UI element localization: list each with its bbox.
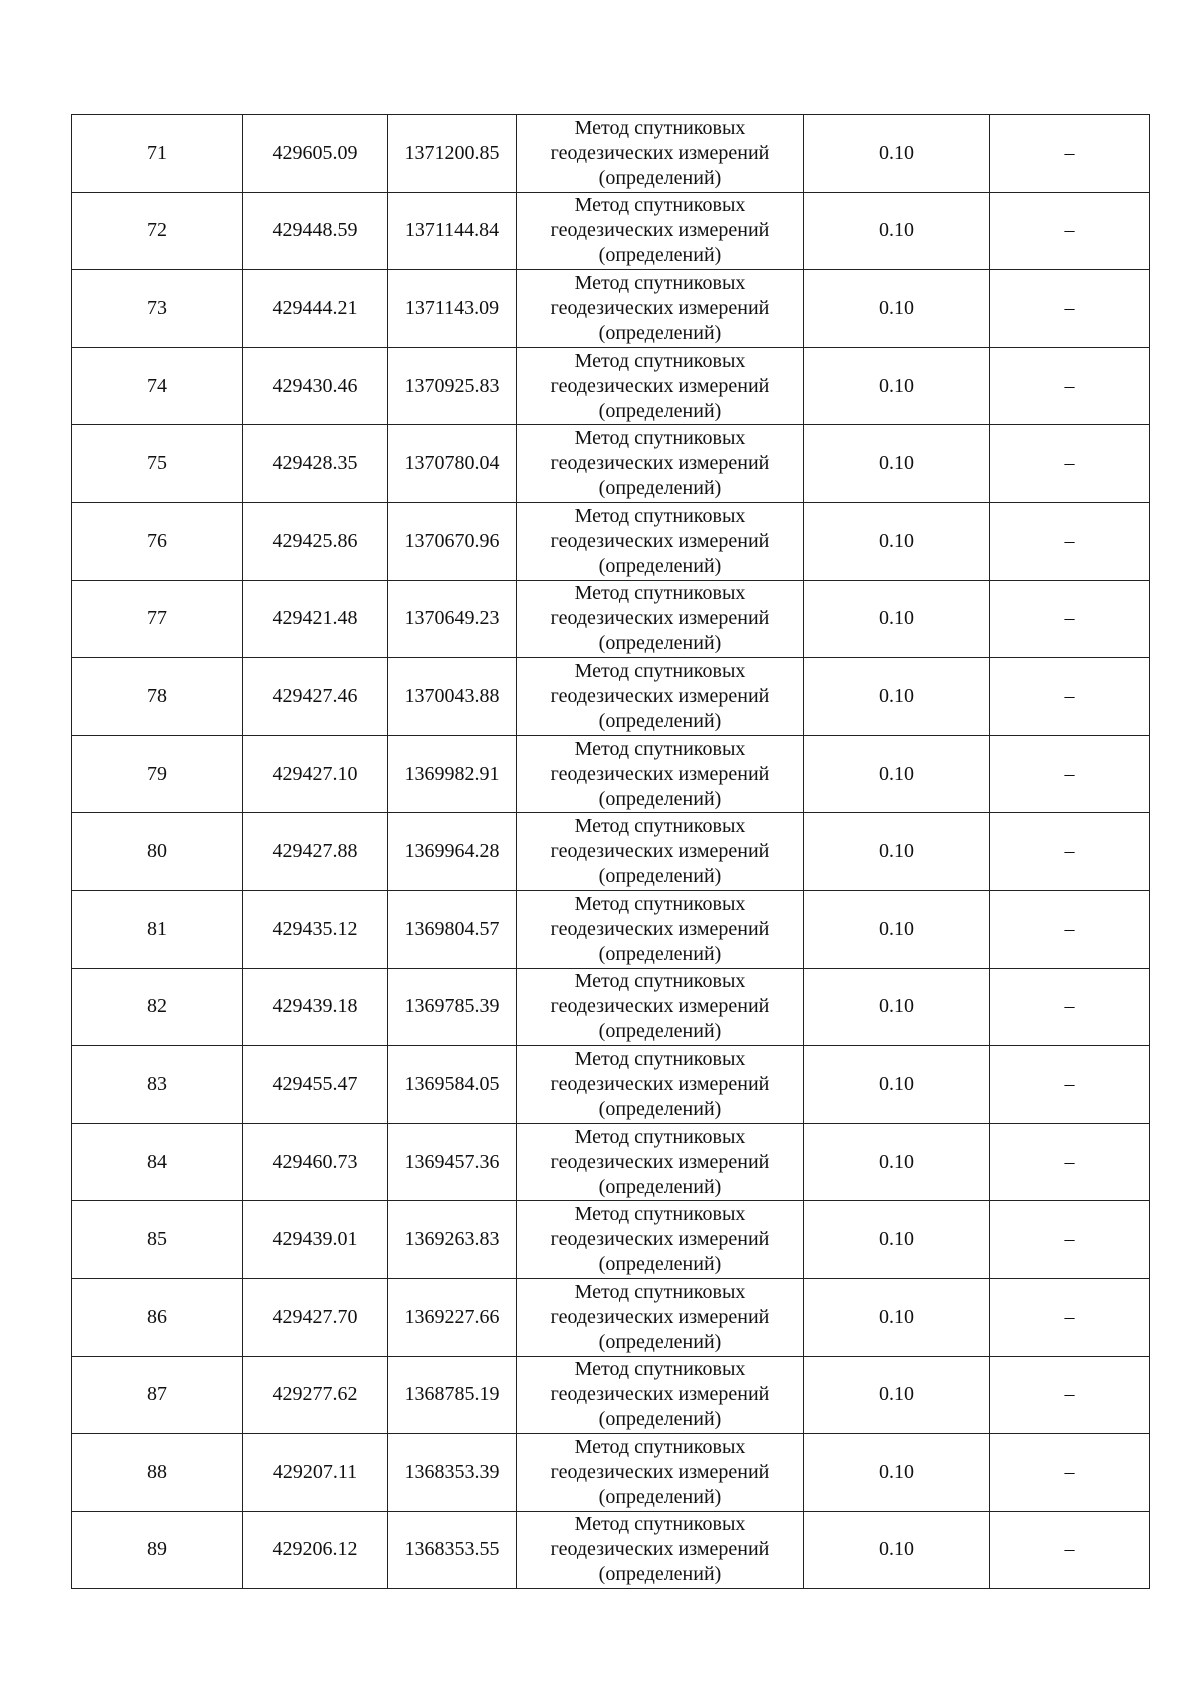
- x-coordinate-cell: 429207.11: [243, 1434, 388, 1512]
- point-number-cell: 78: [72, 658, 243, 736]
- method-text-line: (определений): [598, 166, 722, 189]
- note-cell: –: [990, 425, 1150, 503]
- method-text-line: (определений): [598, 1097, 722, 1120]
- method-text-line: геодезических измерений: [550, 1460, 770, 1483]
- method-cell: [517, 1511, 804, 1589]
- method-text-line: геодезических измерений: [550, 452, 770, 475]
- note-cell: –: [990, 1123, 1150, 1201]
- table-row: [72, 813, 1150, 891]
- method-text-line: (определений): [598, 942, 722, 965]
- accuracy-cell: 0.10: [804, 813, 990, 891]
- y-coordinate-cell: 1371144.84: [388, 192, 517, 270]
- method-text-line: (определений): [598, 1253, 722, 1276]
- method-text-line: геодезических измерений: [550, 296, 770, 319]
- method-text-line: Метод спутниковых: [574, 1435, 746, 1458]
- method-text-line: Метод спутниковых: [574, 1280, 746, 1303]
- method-text-line: Метод спутниковых: [574, 815, 746, 838]
- method-cell: [517, 735, 804, 813]
- x-coordinate-cell: 429427.88: [243, 813, 388, 891]
- accuracy-cell: 0.10: [804, 1123, 990, 1201]
- method-text-line: геодезических измерений: [550, 762, 770, 785]
- table-row: [72, 270, 1150, 348]
- table-row: [72, 347, 1150, 425]
- method-text-line: (определений): [598, 1485, 722, 1508]
- y-coordinate-cell: 1371143.09: [388, 270, 517, 348]
- method-text-line: Метод спутниковых: [574, 970, 746, 993]
- method-cell: [517, 580, 804, 658]
- method-text-line: Метод спутниковых: [574, 349, 746, 372]
- coordinates-table: [71, 114, 1150, 1589]
- y-coordinate-cell: 1368785.19: [388, 1356, 517, 1434]
- method-text-line: Метод спутниковых: [574, 1047, 746, 1070]
- table-row: [72, 1511, 1150, 1589]
- method-cell: [517, 425, 804, 503]
- note-cell: –: [990, 813, 1150, 891]
- note-cell: –: [990, 1201, 1150, 1279]
- note-cell: –: [990, 347, 1150, 425]
- note-cell: –: [990, 1046, 1150, 1124]
- note-cell: –: [990, 1434, 1150, 1512]
- method-text-line: геодезических измерений: [550, 840, 770, 863]
- note-cell: –: [990, 1278, 1150, 1356]
- method-cell: [517, 890, 804, 968]
- method-text-line: (определений): [598, 632, 722, 655]
- note-cell: –: [990, 270, 1150, 348]
- x-coordinate-cell: 429605.09: [243, 115, 388, 193]
- method-text-line: Метод спутниковых: [574, 271, 746, 294]
- y-coordinate-cell: 1370925.83: [388, 347, 517, 425]
- table-row: [72, 1434, 1150, 1512]
- method-text-line: геодезических измерений: [550, 1228, 770, 1251]
- x-coordinate-cell: 429444.21: [243, 270, 388, 348]
- method-text-line: геодезических измерений: [550, 917, 770, 940]
- method-cell: [517, 1123, 804, 1201]
- accuracy-cell: 0.10: [804, 658, 990, 736]
- point-number-cell: 83: [72, 1046, 243, 1124]
- table-row: [72, 658, 1150, 736]
- method-text-line: геодезических измерений: [550, 607, 770, 630]
- method-cell: [517, 813, 804, 891]
- accuracy-cell: 0.10: [804, 1356, 990, 1434]
- point-number-cell: 79: [72, 735, 243, 813]
- x-coordinate-cell: 429425.86: [243, 502, 388, 580]
- point-number-cell: 80: [72, 813, 243, 891]
- method-cell: [517, 192, 804, 270]
- method-text-line: (определений): [598, 554, 722, 577]
- accuracy-cell: 0.10: [804, 425, 990, 503]
- point-number-cell: 74: [72, 347, 243, 425]
- y-coordinate-cell: 1369804.57: [388, 890, 517, 968]
- accuracy-cell: 0.10: [804, 347, 990, 425]
- method-text-line: геодезических измерений: [550, 141, 770, 164]
- method-text-line: геодезических измерений: [550, 1538, 770, 1561]
- point-number-cell: 82: [72, 968, 243, 1046]
- method-text-line: (определений): [598, 1175, 722, 1198]
- method-text-line: Метод спутниковых: [574, 116, 746, 139]
- method-cell: [517, 347, 804, 425]
- y-coordinate-cell: 1370649.23: [388, 580, 517, 658]
- method-text-line: геодезических измерений: [550, 1072, 770, 1095]
- x-coordinate-cell: 429460.73: [243, 1123, 388, 1201]
- accuracy-cell: 0.10: [804, 735, 990, 813]
- y-coordinate-cell: 1370780.04: [388, 425, 517, 503]
- accuracy-cell: 0.10: [804, 270, 990, 348]
- note-cell: –: [990, 658, 1150, 736]
- accuracy-cell: 0.10: [804, 115, 990, 193]
- method-text-line: геодезических измерений: [550, 529, 770, 552]
- accuracy-cell: 0.10: [804, 1511, 990, 1589]
- method-text-line: геодезических измерений: [550, 1150, 770, 1173]
- x-coordinate-cell: 429435.12: [243, 890, 388, 968]
- method-text-line: Метод спутниковых: [574, 427, 746, 450]
- accuracy-cell: 0.10: [804, 580, 990, 658]
- point-number-cell: 76: [72, 502, 243, 580]
- table-row: [72, 1278, 1150, 1356]
- note-cell: –: [990, 1356, 1150, 1434]
- method-cell: [517, 502, 804, 580]
- y-coordinate-cell: 1369785.39: [388, 968, 517, 1046]
- table-row: [72, 1201, 1150, 1279]
- method-text-line: (определений): [598, 709, 722, 732]
- accuracy-cell: 0.10: [804, 502, 990, 580]
- method-text-line: геодезических измерений: [550, 219, 770, 242]
- method-cell: [517, 1046, 804, 1124]
- method-cell: [517, 1434, 804, 1512]
- table-row: [72, 115, 1150, 193]
- point-number-cell: 85: [72, 1201, 243, 1279]
- x-coordinate-cell: 429277.62: [243, 1356, 388, 1434]
- method-cell: [517, 1278, 804, 1356]
- table-row: [72, 968, 1150, 1046]
- accuracy-cell: 0.10: [804, 1046, 990, 1124]
- method-text-line: (определений): [598, 1408, 722, 1431]
- y-coordinate-cell: 1369263.83: [388, 1201, 517, 1279]
- method-text-line: Метод спутниковых: [574, 504, 746, 527]
- point-number-cell: 73: [72, 270, 243, 348]
- method-text-line: (определений): [598, 1563, 722, 1586]
- note-cell: –: [990, 192, 1150, 270]
- x-coordinate-cell: 429439.01: [243, 1201, 388, 1279]
- x-coordinate-cell: 429421.48: [243, 580, 388, 658]
- y-coordinate-cell: 1369584.05: [388, 1046, 517, 1124]
- method-text-line: Метод спутниковых: [574, 1203, 746, 1226]
- method-cell: [517, 115, 804, 193]
- method-text-line: (определений): [598, 321, 722, 344]
- method-cell: [517, 270, 804, 348]
- method-text-line: Метод спутниковых: [574, 194, 746, 217]
- point-number-cell: 84: [72, 1123, 243, 1201]
- method-text-line: Метод спутниковых: [574, 737, 746, 760]
- method-cell: [517, 1201, 804, 1279]
- note-cell: –: [990, 968, 1150, 1046]
- accuracy-cell: 0.10: [804, 1434, 990, 1512]
- method-text-line: (определений): [598, 244, 722, 267]
- method-cell: [517, 1356, 804, 1434]
- accuracy-cell: 0.10: [804, 890, 990, 968]
- point-number-cell: 77: [72, 580, 243, 658]
- note-cell: –: [990, 502, 1150, 580]
- x-coordinate-cell: 429448.59: [243, 192, 388, 270]
- x-coordinate-cell: 429427.10: [243, 735, 388, 813]
- table-row: [72, 502, 1150, 580]
- method-text-line: Метод спутниковых: [574, 892, 746, 915]
- accuracy-cell: 0.10: [804, 968, 990, 1046]
- x-coordinate-cell: 429430.46: [243, 347, 388, 425]
- table-row: [72, 1356, 1150, 1434]
- table-row: [72, 425, 1150, 503]
- table-body: [72, 115, 1150, 1589]
- y-coordinate-cell: 1368353.39: [388, 1434, 517, 1512]
- point-number-cell: 87: [72, 1356, 243, 1434]
- method-text-line: Метод спутниковых: [574, 582, 746, 605]
- x-coordinate-cell: 429427.70: [243, 1278, 388, 1356]
- method-text-line: геодезических измерений: [550, 995, 770, 1018]
- y-coordinate-cell: 1369457.36: [388, 1123, 517, 1201]
- method-text-line: геодезических измерений: [550, 1305, 770, 1328]
- table-row: [72, 580, 1150, 658]
- note-cell: –: [990, 1511, 1150, 1589]
- note-cell: –: [990, 890, 1150, 968]
- x-coordinate-cell: 429428.35: [243, 425, 388, 503]
- y-coordinate-cell: 1369227.66: [388, 1278, 517, 1356]
- note-cell: –: [990, 115, 1150, 193]
- y-coordinate-cell: 1371200.85: [388, 115, 517, 193]
- y-coordinate-cell: 1369964.28: [388, 813, 517, 891]
- method-text-line: (определений): [598, 787, 722, 810]
- point-number-cell: 72: [72, 192, 243, 270]
- point-number-cell: 75: [72, 425, 243, 503]
- x-coordinate-cell: 429206.12: [243, 1511, 388, 1589]
- method-cell: [517, 968, 804, 1046]
- x-coordinate-cell: 429439.18: [243, 968, 388, 1046]
- method-text-line: геодезических измерений: [550, 684, 770, 707]
- table-row: [72, 192, 1150, 270]
- table-row: [72, 1123, 1150, 1201]
- point-number-cell: 71: [72, 115, 243, 193]
- method-cell: [517, 658, 804, 736]
- table-row: [72, 890, 1150, 968]
- accuracy-cell: 0.10: [804, 192, 990, 270]
- point-number-cell: 86: [72, 1278, 243, 1356]
- method-text-line: Метод спутниковых: [574, 1513, 746, 1536]
- method-text-line: Метод спутниковых: [574, 1358, 746, 1381]
- accuracy-cell: 0.10: [804, 1278, 990, 1356]
- y-coordinate-cell: 1370670.96: [388, 502, 517, 580]
- accuracy-cell: 0.10: [804, 1201, 990, 1279]
- method-text-line: геодезических измерений: [550, 1383, 770, 1406]
- point-number-cell: 88: [72, 1434, 243, 1512]
- method-text-line: (определений): [598, 1020, 722, 1043]
- table-row: [72, 1046, 1150, 1124]
- x-coordinate-cell: 429427.46: [243, 658, 388, 736]
- x-coordinate-cell: 429455.47: [243, 1046, 388, 1124]
- point-number-cell: 81: [72, 890, 243, 968]
- y-coordinate-cell: 1368353.55: [388, 1511, 517, 1589]
- note-cell: –: [990, 735, 1150, 813]
- method-text-line: (определений): [598, 865, 722, 888]
- method-text-line: (определений): [598, 1330, 722, 1353]
- method-text-line: Метод спутниковых: [574, 1125, 746, 1148]
- method-text-line: геодезических измерений: [550, 374, 770, 397]
- method-text-line: Метод спутниковых: [574, 659, 746, 682]
- y-coordinate-cell: 1369982.91: [388, 735, 517, 813]
- point-number-cell: 89: [72, 1511, 243, 1589]
- note-cell: –: [990, 580, 1150, 658]
- y-coordinate-cell: 1370043.88: [388, 658, 517, 736]
- table-row: [72, 735, 1150, 813]
- method-text-line: (определений): [598, 399, 722, 422]
- method-text-line: (определений): [598, 477, 722, 500]
